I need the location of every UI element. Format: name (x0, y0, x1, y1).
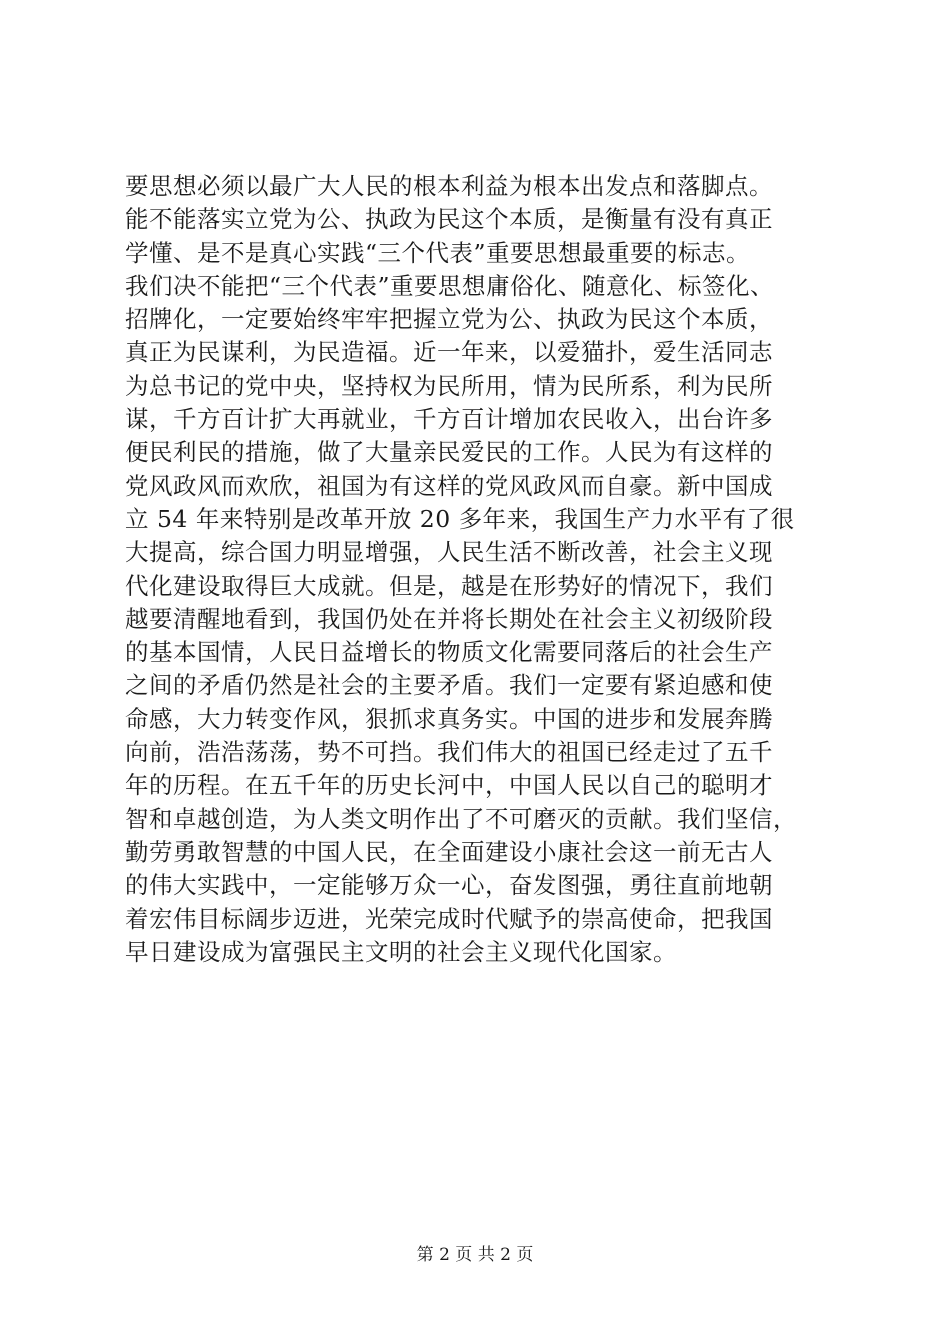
body-paragraph (125, 170, 845, 969)
text-line: 谋，千方百计扩大再就业，千方百计增加农民收入，出台许多 (125, 405, 773, 434)
text-line: 智和卓越创造，为人类文明作出了不可磨灭的贡献。我们坚信， (125, 804, 797, 833)
text-line: 越要清醒地看到，我国仍处在并将长期处在社会主义初级阶段 (125, 604, 773, 633)
text-line: 党风政风而欢欣，祖国为有这样的党风政风而自豪。新中国成 (125, 471, 773, 500)
text-line: 便民利民的措施，做了大量亲民爱民的工作。人民为有这样的 (125, 438, 773, 467)
text-line: 我们决不能把“三个代表”重要思想庸俗化、随意化、标签化、 (125, 271, 775, 300)
text-line: 要思想必须以最广大人民的根本利益为根本出发点和落脚点。 (125, 172, 773, 200)
text-line: 着宏伟目标阔步迈进，光荣完成时代赋予的崇高使命，把我国 (125, 904, 773, 933)
text-line: 年的历程。在五千年的历史长河中，中国人民以自己的聪明才 (125, 771, 773, 800)
text-line: 招牌化，一定要始终牢牢把握立党为公、执政为民这个本质， (125, 305, 773, 334)
text-line: 能不能落实立党为公、执政为民这个本质，是衡量有没有真正 (125, 205, 773, 234)
text-line: 代化建设取得巨大成就。但是，越是在形势好的情况下，我们 (125, 571, 773, 600)
text-line: 之间的矛盾仍然是社会的主要矛盾。我们一定要有紧迫感和使 (125, 671, 773, 700)
text-line: 向前，浩浩荡荡，势不可挡。我们伟大的祖国已经走过了五千 (125, 738, 773, 767)
text-line: 早日建设成为富强民主文明的社会主义现代化国家。 (125, 937, 677, 966)
text-line: 学懂、是不是真心实践“三个代表”重要思想最重要的标志。 (125, 238, 751, 267)
page-number-footer: 第 2 页 共 2 页 (416, 1245, 534, 1265)
text-line: 的伟大实践中，一定能够万众一心，奋发图强，勇往直前地朝 (125, 871, 773, 900)
text-line: 的基本国情，人民日益增长的物质文化需要同落后的社会生产 (125, 638, 773, 667)
text-line: 命感，大力转变作风，狠抓求真务实。中国的进步和发展奔腾 (125, 704, 773, 733)
text-line: 大提高，综合国力明显增强，人民生活不断改善，社会主义现 (125, 538, 773, 567)
text-line: 立 54 年来特别是改革开放 20 多年来，我国生产力水平有了很 (125, 504, 795, 533)
text-line: 真正为民谋利，为民造福。近一年来，以爱猫扑，爱生活同志 (125, 338, 773, 367)
text-line: 勤劳勇敢智慧的中国人民，在全面建设小康社会这一前无古人 (125, 837, 773, 866)
text-line: 为总书记的党中央，坚持权为民所用，情为民所系，利为民所 (125, 371, 773, 400)
